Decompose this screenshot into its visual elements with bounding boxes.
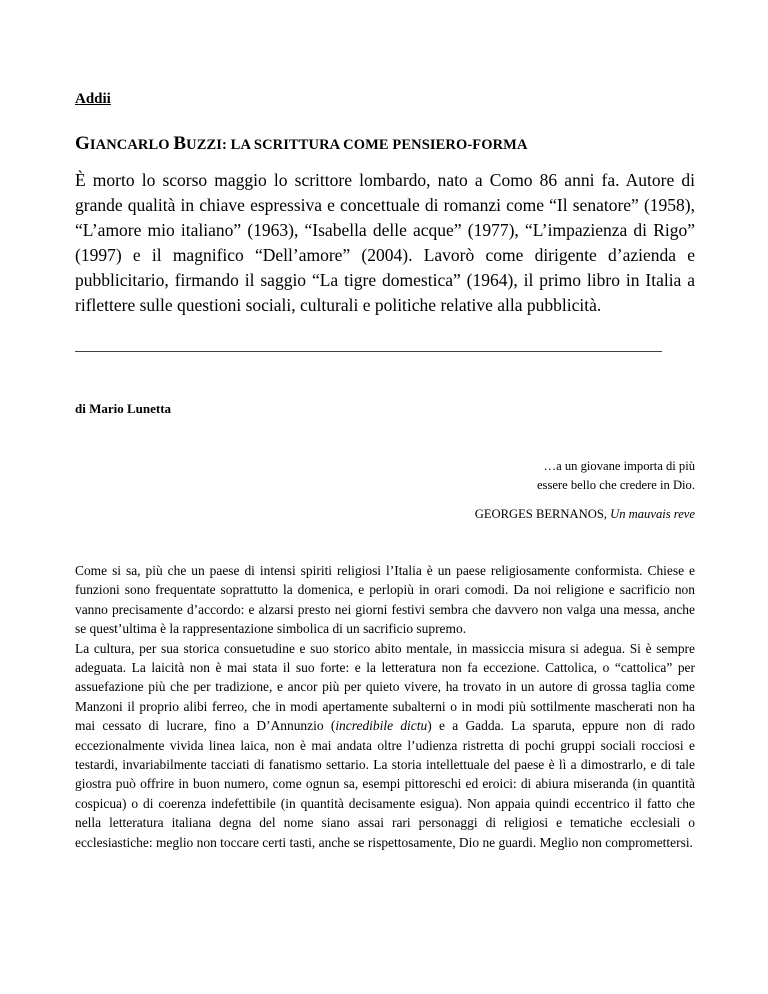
section-heading: Addii (75, 91, 111, 107)
epigraph-author: GEORGES BERNANOS, (474, 507, 611, 521)
article-body (75, 561, 695, 852)
epigraph-quote (537, 457, 695, 495)
body-paragraph: Come si sa, più che un paese di intensi spiriti religiosi l’Italia è un paese religiosamente conformista. Chiese e funzioni sono frequentate soprattutto la domenica, e perlopiù in orari comodi. Da noi religione e sacrificio non vanno precisamente d’accordo: e alzarsi presto nei giorni festivi sembra che davvero non valga una messa, anche se quest’ultima è la rappresentazione simbolica di un sacrificio supremo. (75, 563, 695, 637)
divider-line (75, 351, 662, 352)
epigraph-line: …a un giovane importa di più (543, 459, 695, 473)
article-headline: GIANCARLO BUZZI: LA SCRITTURA COME PENSIERO-FORMA (75, 133, 528, 154)
epigraph-line: essere bello che credere in Dio. (536, 478, 695, 492)
epigraph-attribution (475, 507, 695, 522)
epigraph-work: Un mauvais reve (610, 507, 695, 521)
intro-paragraph: È morto lo scorso maggio lo scrittore lombardo, nato a Como 86 anni fa. Autore di grande qualità in chiave espressiva e concettuale di romanzi come “Il senatore” (1958), “L’amore mio italiano” (1963), “Isabella delle acque” (1977), “L’impazienza di Rigo” (1997) e il magnifico “Dell’amore” (2004). Lavorò come dirigente d’azienda e pubblicitario, firmando il saggio “La tigre domestica” (1964), il primo libro in Italia a riflettere sulle questioni sociali, culturali e politiche relative alla pubblicità. (75, 170, 695, 315)
byline: di Mario Lunetta (75, 401, 172, 416)
body-paragraph: La cultura, per sua storica consuetudine e suo storico abito mentale, in massiccia misura si adegua. Si è sempre adeguata. La laicità non è mai stata il suo forte: e la letteratura non fa eccezione. Cattolica, o “cattolica” per assuefazione più che per tradizione, e ancor più per quieto vivere, ha trovato in un autore di grossa taglia come Manzoni il proprio alibi ferreo, che in modi apertamente subalterni o in modi più sottilmente mascherati non ha mai cessato di lucrare, fino a D’Annunzio (incredibile dictu) e a Gadda. La sparuta, eppure non di rado eccezionalmente vivida linea laica, non è mai andata oltre l’udienza ristretta di pochi gruppi sociali rocciosi e testardi, invariabilmente tacciati di fanatismo settario. La storia intellettuale del paese è lì a dimostrarlo, e di tale giostra può offrire in buon numero, come ognun sa, esempi pittoreschi ed eroici: di abiura miseranda (in quantità cospicua) o di coerenza indefettibile (in quantità decisamente esigua). Non appaia quindi eccentrico il fatto che nella letteratura italiana degna del nome siano assai rari personaggi di religiosi e tematiche ecclesiali o ecclesiastiche: meglio non toccare certi tasti, anche se rispettosamente, Dio ne guardi. Meglio non compromettersi. (75, 640, 695, 850)
